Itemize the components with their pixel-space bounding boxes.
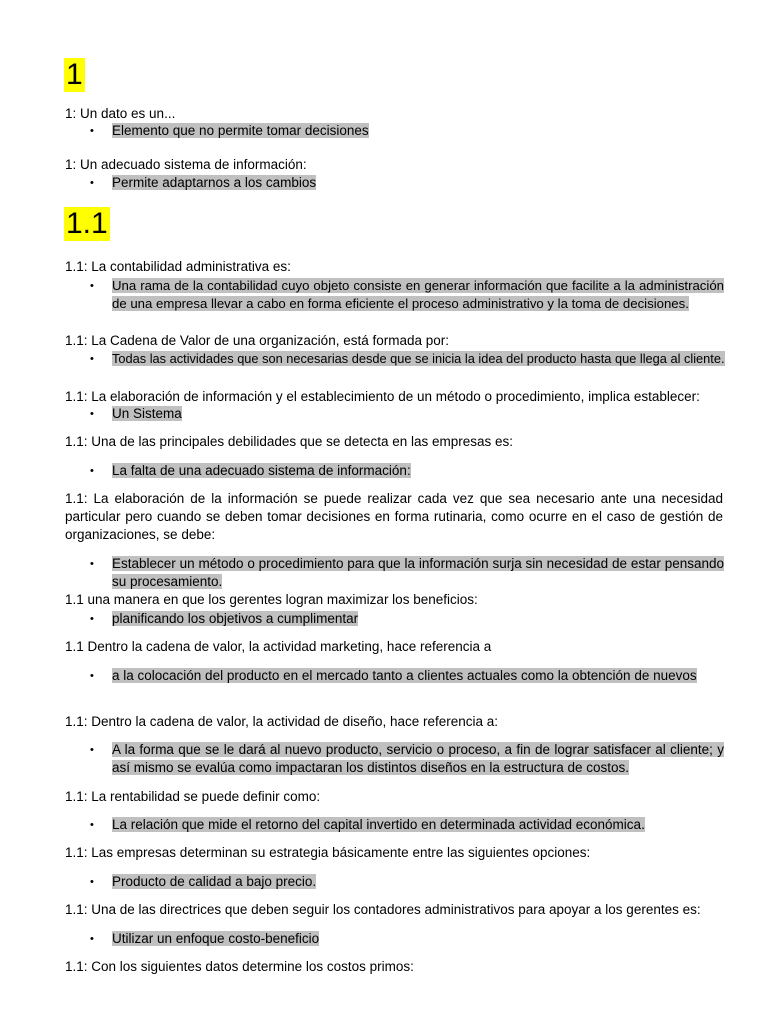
answer-text: La relación que mide el retorno del capital invertido en determinada actividad económica. <box>112 817 645 832</box>
bullet-icon: • <box>90 177 94 189</box>
answer-1 <box>90 122 730 140</box>
answer-text: Todas las actividades que son necesarias desde que se inicia la idea del producto hasta que llega al cliente. <box>112 351 725 366</box>
answer-text: planificando los objetivos a cumplimentar <box>112 611 359 626</box>
answer-text: La falta de una adecuado sistema de información: <box>112 463 411 478</box>
bullet-icon: • <box>90 670 94 682</box>
answer-4 <box>90 350 740 368</box>
answer-9 <box>90 667 730 685</box>
bullet-icon: • <box>90 613 94 625</box>
question-11: 1.1: La rentabilidad se puede definir como: <box>65 789 321 804</box>
question-7: 1.1: La elaboración de la información se puede realizar cada vez que sea necesario ante una necesidad particular pero cuando se deben tomar decisiones en forma rutinaria, como ocurre en el caso de gestión de organizaciones, se debe: <box>65 491 723 542</box>
bullet-icon: • <box>90 125 94 137</box>
answer-text: Un Sistema <box>112 406 182 421</box>
question-12: 1.1: Las empresas determinan su estrategia básicamente entre las siguientes opciones: <box>65 845 591 860</box>
question-1: 1: Un dato es un... <box>65 106 176 121</box>
question-2: 1: Un adecuado sistema de información: <box>65 157 307 172</box>
answer-5 <box>90 405 730 423</box>
answer-text: Una rama de la contabilidad cuyo objeto consiste en generar información que facilite a la administración de una empresa llevar a cabo en forma eficiente el proceso administrativo y la toma de decisiones. <box>112 278 724 311</box>
answer-10 <box>90 741 724 777</box>
question-4: 1.1: La Cadena de Valor de una organización, está formada por: <box>65 333 450 348</box>
question-5: 1.1: La elaboración de información y el establecimiento de un método o procedimiento, implica establecer: <box>65 389 700 404</box>
answer-12 <box>90 873 730 891</box>
bullet-icon: • <box>90 819 94 831</box>
answer-13 <box>90 930 730 948</box>
answer-2 <box>90 174 730 192</box>
bullet-icon: • <box>90 465 94 477</box>
answer-7 <box>90 555 724 591</box>
answer-text: Elemento que no permite tomar decisiones <box>112 123 369 138</box>
answer-text: Producto de calidad a bajo precio. <box>112 874 317 889</box>
bullet-icon: • <box>90 353 94 365</box>
question-10: 1.1: Dentro la cadena de valor, la actividad de diseño, hace referencia a: <box>65 714 499 729</box>
bullet-icon: • <box>90 408 94 420</box>
answer-text: A la forma que se le dará al nuevo producto, servicio o proceso, a fin de lograr satisfacer al cliente; y así mismo se evalúa como impactaran los distintos diseños en la estructura de costos. <box>112 742 724 775</box>
question-14: 1.1: Con los siguientes datos determine los costos primos: <box>65 959 414 974</box>
answer-text: Permite adaptarnos a los cambios <box>112 175 317 190</box>
answer-11 <box>90 816 730 834</box>
answer-text: Utilizar un enfoque costo-beneficio <box>112 931 320 946</box>
bullet-icon: • <box>90 876 94 888</box>
bullet-icon: • <box>90 558 94 570</box>
answer-6 <box>90 462 730 480</box>
bullet-icon: • <box>90 744 94 756</box>
answer-text: Establecer un método o procedimiento para que la información surja sin necesidad de estar pensando su procesamiento. <box>112 556 724 589</box>
question-9: 1.1 Dentro la cadena de valor, la actividad marketing, hace referencia a <box>65 639 492 654</box>
heading-1: 1 <box>66 58 83 91</box>
answer-text: a la colocación del producto en el mercado tanto a clientes actuales como la obtención de nuevos <box>112 668 697 683</box>
bullet-icon: • <box>90 933 94 945</box>
answer-3 <box>90 277 724 313</box>
question-3: 1.1: La contabilidad administrativa es: <box>65 259 291 274</box>
question-13: 1.1: Una de las directrices que deben seguir los contadores administrativos para apoyar a los gerentes es: <box>65 902 701 917</box>
bullet-icon: • <box>90 280 94 292</box>
heading-1-1: 1.1 <box>66 207 108 240</box>
answer-8 <box>90 610 730 628</box>
question-6: 1.1: Una de las principales debilidades que se detecta en las empresas es: <box>65 434 514 449</box>
question-8: 1.1 una manera en que los gerentes logran maximizar los beneficios: <box>65 592 478 607</box>
